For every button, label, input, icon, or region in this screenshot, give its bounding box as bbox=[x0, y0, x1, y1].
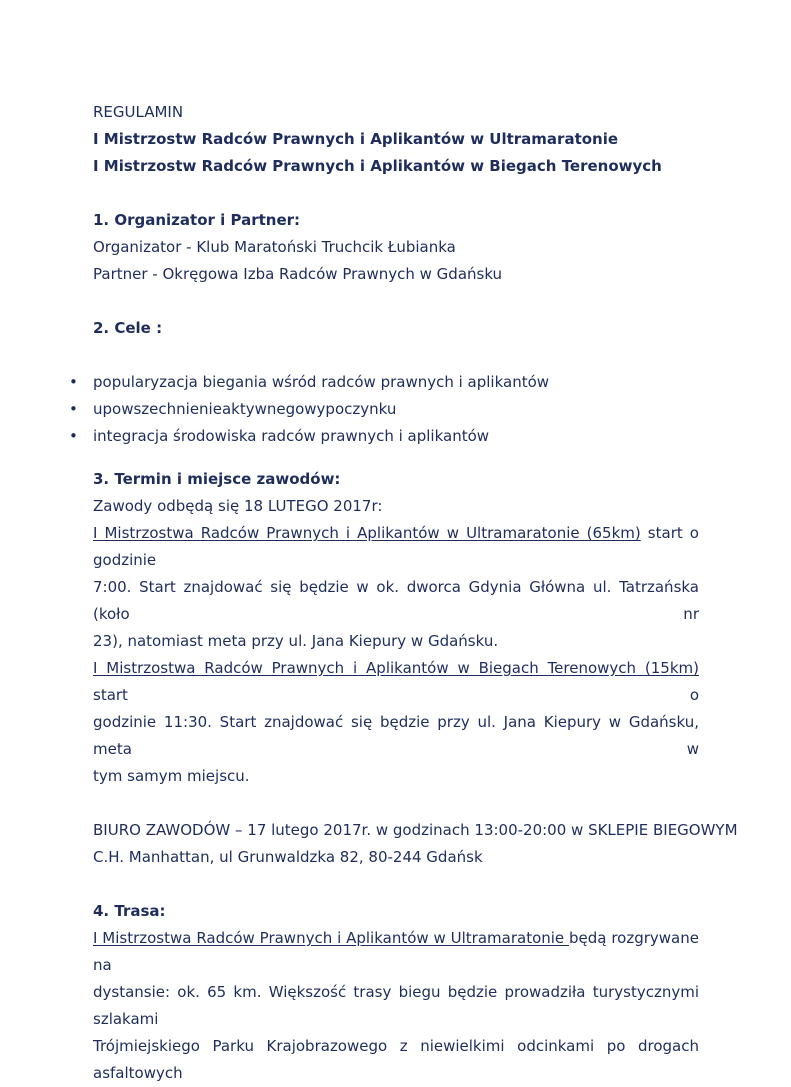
ultra-paragraph-line-2: 7:00. Start znajdować się będzie w ok. dworca Gdynia Główna ul. Tatrzańska (koło nr bbox=[93, 578, 699, 623]
route-paragraph-line-3: Trójmiejskiego Parku Krajobrazowego z niewielkimi odcinkami po drogach asfaltowych bbox=[93, 1037, 699, 1082]
trail-paragraph-line-3: tym samym miejscu. bbox=[93, 767, 250, 785]
bullet-icon: • bbox=[69, 427, 78, 445]
route-paragraph-line-1: I Mistrzostwa Radców Prawnych i Aplikantów w Ultramaratonie będą rozgrywane na bbox=[93, 929, 699, 974]
route-paragraph-line-2: dystansie: ok. 65 km. Większość trasy biegu będzie prowadziła turystycznymi szlakami bbox=[93, 983, 699, 1028]
section-1-heading: 1. Organizator i Partner: bbox=[93, 211, 301, 229]
title-ultramarathon: I Mistrzostw Radców Prawnych i Aplikantów w Ultramaratonie bbox=[93, 130, 619, 148]
race-office-line-1: BIURO ZAWODÓW – 17 lutego 2017r. w godzinach 13:00-20:00 w SKLEPIE BIEGOWYM bbox=[93, 821, 738, 839]
race-office-line-2: C.H. Manhattan, ul Grunwaldzka 82, 80-244 Gdańsk bbox=[93, 848, 483, 866]
section-3-heading: 3. Termin i miejsce zawodów: bbox=[93, 470, 341, 488]
goals-list bbox=[69, 369, 699, 450]
partner-line: Partner - Okręgowa Izba Radców Prawnych w Gdańsku bbox=[93, 265, 503, 283]
organizer-line: Organizator - Klub Maratoński Truchcik Łubianka bbox=[93, 238, 456, 256]
ultra-route-link[interactable]: I Mistrzostwa Radców Prawnych i Aplikantów w Ultramaratonie bbox=[93, 929, 570, 947]
trail-paragraph-line-1: I Mistrzostwa Radców Prawnych i Aplikantów w Biegach Terenowych (15km) start o bbox=[93, 659, 699, 704]
document-page bbox=[69, 99, 738, 1087]
list-item: • popularyzacja biegania wśród radców prawnych i aplikantów bbox=[93, 369, 699, 396]
date-line: Zawody odbędą się 18 LUTEGO 2017r: bbox=[93, 497, 383, 515]
title-trail-running: I Mistrzostw Radców Prawnych i Aplikantów w Biegach Terenowych bbox=[93, 157, 662, 175]
trail-paragraph-line-2: godzinie 11:30. Start znajdować się będzie przy ul. Jana Kiepury w Gdańsku, meta w bbox=[93, 713, 699, 758]
list-item: • upowszechnienieaktywnegowypoczynku bbox=[93, 396, 699, 423]
bullet-icon: • bbox=[69, 400, 78, 418]
section-2-heading: 2. Cele : bbox=[93, 319, 163, 337]
ultra-link[interactable]: I Mistrzostwa Radców Prawnych i Aplikantów w Ultramaratonie (65km) bbox=[93, 524, 641, 542]
bullet-icon: • bbox=[69, 373, 78, 391]
list-item: • integracja środowiska radców prawnych i aplikantów bbox=[93, 423, 699, 450]
regulamin-label: REGULAMIN bbox=[93, 103, 184, 121]
trail-link[interactable]: I Mistrzostwa Radców Prawnych i Aplikantów w Biegach Terenowych (15km) bbox=[93, 659, 699, 677]
section-4-heading: 4. Trasa: bbox=[93, 902, 166, 920]
ultra-paragraph-line-1: I Mistrzostwa Radców Prawnych i Aplikantów w Ultramaratonie (65km) start o godzinie bbox=[93, 524, 699, 569]
ultra-paragraph-line-3: 23), natomiast meta przy ul. Jana Kiepury w Gdańsku. bbox=[93, 632, 499, 650]
